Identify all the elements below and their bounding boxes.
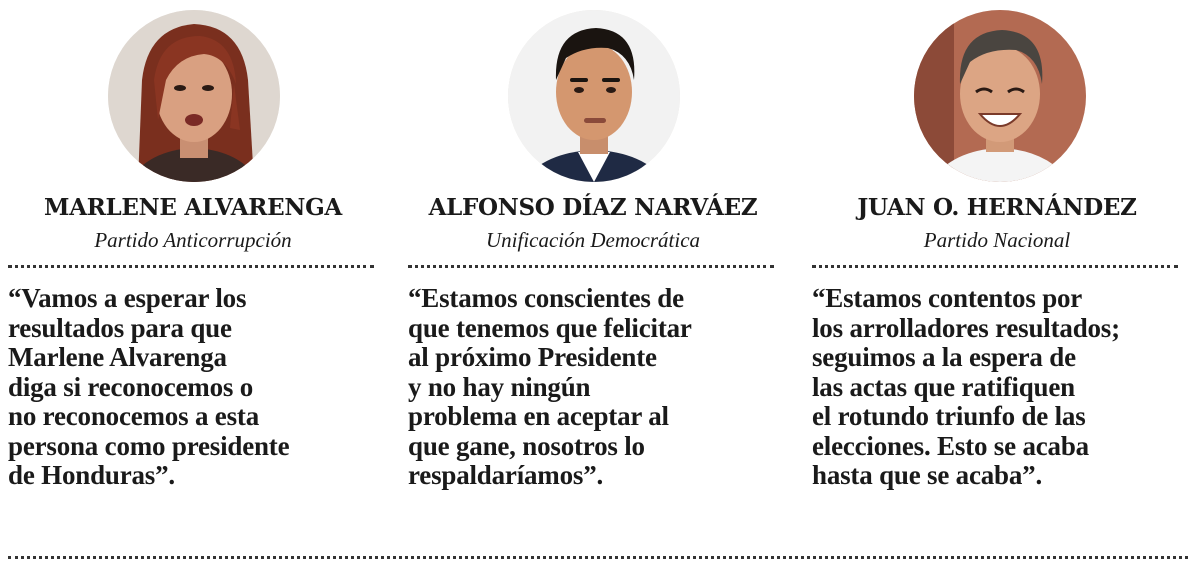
quote-line: hasta que se acaba”. xyxy=(812,460,1043,490)
quote-line: elecciones. Esto se acaba xyxy=(812,430,1089,461)
portrait-photo-hernandez xyxy=(914,10,1086,182)
quote-line: al próximo Presidente xyxy=(408,342,657,372)
man-portrait-icon xyxy=(508,10,680,182)
party-name: Partido Nacional xyxy=(923,228,1071,252)
portrait-photo-alvarenga xyxy=(108,10,280,182)
quote-line: y no hay ningún xyxy=(408,371,591,402)
quote-line: los arrolladores resultados; xyxy=(812,312,1120,343)
woman-portrait-icon xyxy=(108,10,280,182)
quote-line: “Estamos conscientes de xyxy=(408,283,684,313)
person-name: JUAN O. HERNÁNDEZ xyxy=(857,194,1137,221)
smiling-man-portrait-icon xyxy=(914,10,1086,182)
profile-column-hernandez xyxy=(812,0,1182,540)
quote-line: que gane, nosotros lo xyxy=(408,430,645,461)
bottom-dotted-divider xyxy=(8,556,1188,559)
quote-line: de Honduras”. xyxy=(8,460,175,490)
quote-text xyxy=(8,284,378,491)
quote-line: resultados para que xyxy=(8,312,232,343)
quote-line: problema en aceptar al xyxy=(408,401,669,431)
profile-column-alvarenga xyxy=(8,0,378,540)
quote-line: respaldaríamos”. xyxy=(408,460,604,490)
dotted-divider xyxy=(8,265,374,268)
quote-text xyxy=(812,284,1182,491)
person-name: ALFONSO DÍAZ NARVÁEZ xyxy=(428,194,758,221)
quote-line: no reconocemos a esta xyxy=(8,401,259,431)
portrait-photo-diaz-narvaez xyxy=(508,10,680,182)
quote-line: “Estamos contentos por xyxy=(812,283,1083,313)
quote-line: seguimos a la espera de xyxy=(812,342,1076,372)
party-name: Unificación Democrática xyxy=(485,228,701,252)
dotted-divider xyxy=(812,265,1178,268)
quote-line: diga si reconocemos o xyxy=(8,371,254,402)
person-name: MARLENE ALVARENGA xyxy=(44,194,342,221)
quote-line: que tenemos que felicitar xyxy=(408,312,692,343)
quote-line: Marlene Alvarenga xyxy=(8,342,227,372)
quote-line: las actas que ratifiquen xyxy=(812,371,1075,402)
party-name: Partido Anticorrupción xyxy=(94,228,292,252)
dotted-divider xyxy=(408,265,774,268)
quote-text xyxy=(408,284,778,491)
profile-column-diaz-narvaez xyxy=(408,0,778,540)
quote-line: el rotundo triunfo de las xyxy=(812,401,1086,431)
quote-line: “Vamos a esperar los xyxy=(8,283,247,313)
quote-line: persona como presidente xyxy=(8,430,290,461)
